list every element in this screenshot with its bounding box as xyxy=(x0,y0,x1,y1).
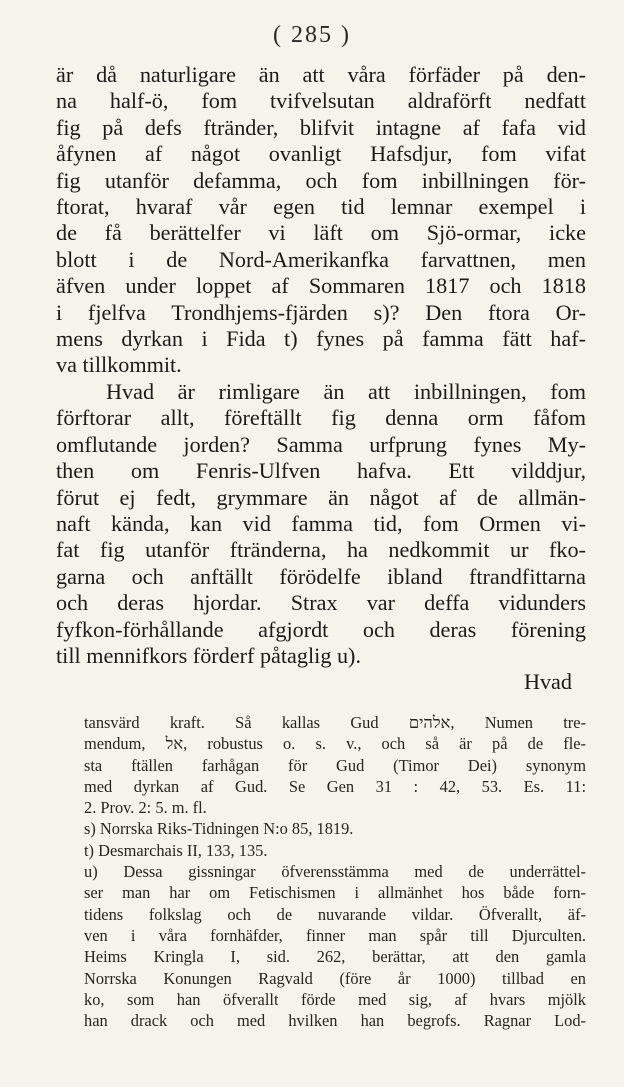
text-line: och deras hjordar. Strax var deffa vidunders xyxy=(56,590,586,616)
text-line: va tillkommit. xyxy=(56,352,182,378)
text-line: till mennifkors förderf påtaglig u). xyxy=(56,642,361,668)
text-line: garna och anftällt förödelfe ibland ftrandfittarna xyxy=(56,563,586,589)
text-line: fyfkon-förhållande afgjordt och deras förening xyxy=(56,616,586,642)
text-line: åfynen af något ovanligt Hafsdjur, fom vifat xyxy=(56,141,586,167)
footnote-line: mendum, אל, robustus o. s. v., och så är på de fle- xyxy=(84,734,586,754)
text-line: äfven under loppet af Sommaren 1817 och 1818 xyxy=(56,273,586,299)
text-line: fig på defs ftränder, blifvit intagne af fafa vid xyxy=(56,114,586,140)
footnote-line: med dyrkan af Gud. Se Gen 31 : 42, 53. Es. 11: xyxy=(84,776,586,796)
text-line: na half-ö, fom tvifvelsutan aldraförft nedfatt xyxy=(56,88,586,114)
text-line: förut ej fedt, grymmare än något af de allmän- xyxy=(56,484,586,510)
text-line: naft kända, kan vid famma tid, fom Ormen vi- xyxy=(56,510,586,536)
footnote-line: ser man har om Fetischismen i allmänhet hos både forn- xyxy=(84,883,586,903)
footnote-line: Norrska Konungen Ragvald (före år 1000) tillbad en xyxy=(84,968,586,988)
footnote-line: ko, som han öfverallt förde med sig, af hvars mjölk xyxy=(84,989,586,1009)
footnote-line: t) Desmarchais II, 133, 135. xyxy=(84,840,268,860)
footnote-line: ven i våra fornhäfder, finner man spår till Djurculten. xyxy=(84,925,586,945)
text-line: är då naturligare än att våra förfäder på den- xyxy=(56,62,586,87)
text-line: mens dyrkan i Fida t) fynes på famma fätt haf- xyxy=(56,326,586,352)
text-line: blott i de Nord-Amerikanfka farvattnen, men xyxy=(56,246,586,272)
text-line: ftorat, hvaraf vår egen tid lemnar exempel i xyxy=(56,194,586,220)
footnote-line: sta ftällen farhågan för Gud (Timor Dei) synonym xyxy=(84,755,586,775)
footnote-line: tidens folkslag och de nuvarande vildar. Öfverallt, äf- xyxy=(84,904,586,924)
text-line: förftorar allt, föreftällt fig denna orm fåfom xyxy=(56,405,586,431)
text-line: omflutande jorden? Samma urfprung fynes My- xyxy=(56,431,586,457)
text-line: Hvad är rimligare än att inbillningen, fom xyxy=(106,378,586,404)
footnote-line: u) Dessa gissningar öfverensstämma med de underrättel- xyxy=(84,862,586,882)
text-line: fat fig utanför ftränderna, ha nedkommit ur fko- xyxy=(56,537,586,563)
catchword: Hvad xyxy=(523,669,572,695)
main-text xyxy=(56,62,586,696)
footnote-line: 2. Prov. 2: 5. m. fl. xyxy=(84,798,207,818)
footnotes xyxy=(84,712,586,1031)
text-line: then om Fenris-Ulfven hafva. Ett vilddjur, xyxy=(56,458,586,484)
text-line: i fjelfva Trondhjems-fjärden s)? Den ftora Or- xyxy=(56,299,586,325)
footnote-line: tansvärd kraft. Så kallas Gud אלהים, Numen tre- xyxy=(84,713,586,732)
footnote-line: han drack och med hvilken han begrofs. Ragnar Lod- xyxy=(84,1011,586,1031)
text-line: de få berättelfer vi läft om Sjö-ormar, icke xyxy=(56,220,586,246)
page-number: ( 285 ) xyxy=(273,22,351,48)
text-line: fig utanför defamma, och fom inbillningen för- xyxy=(56,167,586,193)
footnote-line: Heims Kringla I, sid. 262, berättar, att den gamla xyxy=(84,947,586,967)
footnote-line: s) Norrska Riks-Tidningen N:o 85, 1819. xyxy=(84,819,354,839)
